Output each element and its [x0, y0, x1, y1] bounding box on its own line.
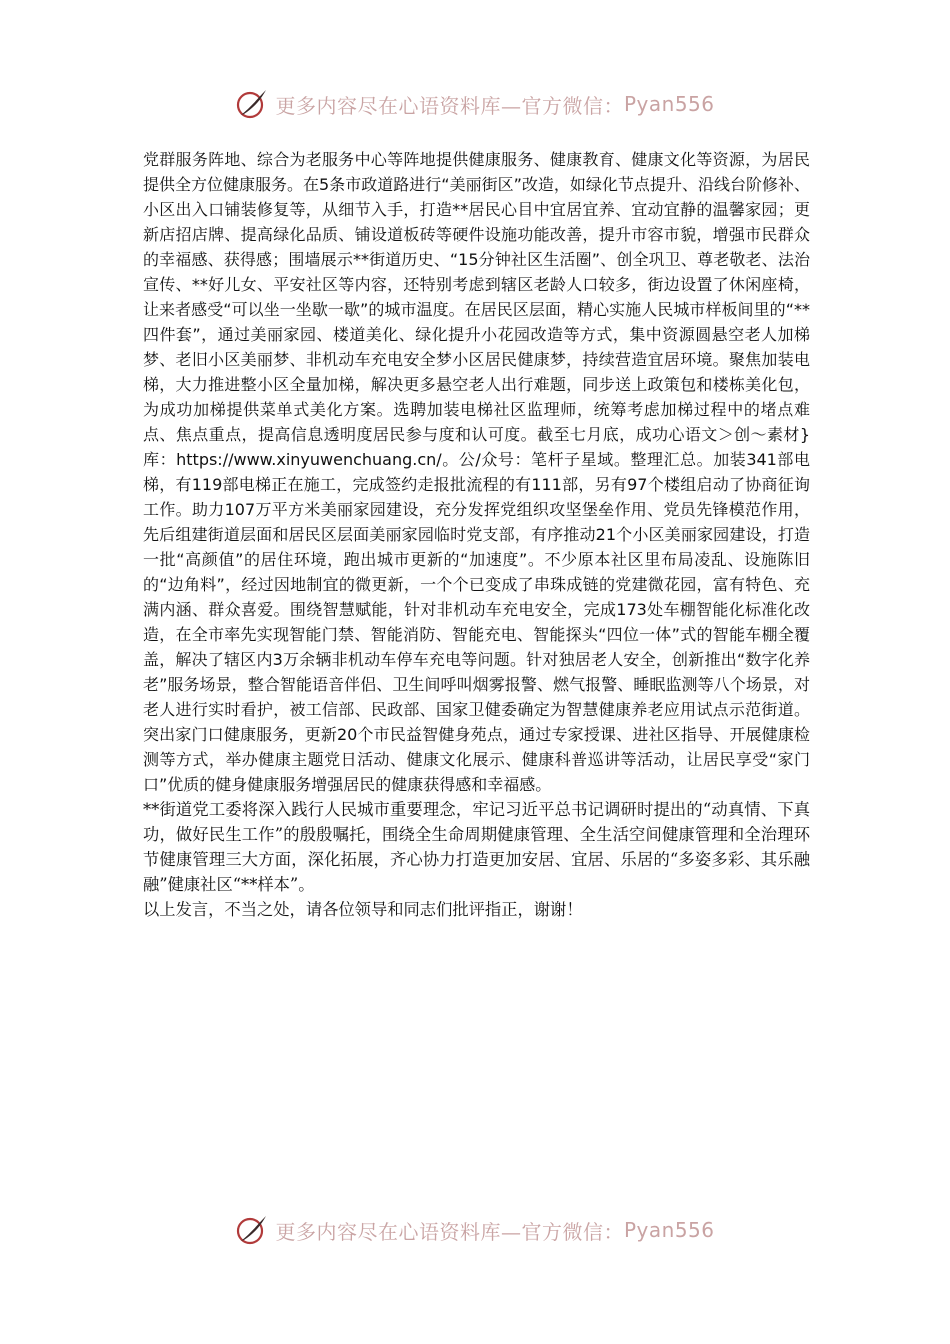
quill-pen-logo-icon [235, 1213, 269, 1247]
header-watermark-banner [0, 84, 950, 124]
body-paragraph-1: 党群服务阵地、综合为老服务中心等阵地提供健康服务、健康教育、健康文化等资源，为居民提供全方位健康服务。在5条市政道路进行“美丽街区”改造，如绿化节点提升、沿线台阶修补、小区出入口铺装修复等，从细节入手，打造**居民心目中宜居宜养、宜动宜静的温馨家园；更新店招店牌、提高绿化品质、铺设道板砖等硬件设施功能改善，提升市容市貌，增强市民群众的幸福感、获得感；围墙展示**街道历史、“15分钟社区生活圈”、创全巩卫、尊老敬老、法治宣传、**好儿女、平安社区等内容，还特别考虑到辖区老龄人口较多，街边设置了休闲座椅，让来者感受“可以坐一坐歇一歇”的城市温度。在居民区层面，精心实施人民城市样板间里的“**四件套”，通过美丽家园、楼道美化、绿化提升小花园改造等方式，集中资源圆悬空老人加梯梦、老旧小区美丽梦、非机动车充电安全梦小区居民健康梦，持续营造宜居环境。聚焦加装电梯，大力推进整小区全量加梯，解决更多悬空老人出行难题，同步送上政策包和楼栋美化包，为成功加梯提供菜单式美化方案。选聘加装电梯社区监理师，统筹考虑加梯过程中的堵点难点、焦点重点，提高信息透明度居民参与度和认可度。截至七月底，成功心语文＞创～素材}库：https://www.xinyuwenchuang.cn/。公/众号：笔杆子星域。整理汇总。加装341部电梯，有119部电梯正在施工，完成签约走报批流程的有111部，另有97个楼组启动了协商征询工作。助力107万平方米美丽家园建设，充分发挥党组织攻坚堡垒作用、党员先锋模范作用，先后组建街道层面和居民区层面美丽家园临时党支部，有序推动21个小区美丽家园建设，打造一批“高颜值”的居住环境，跑出城市更新的“加速度”。不少原本社区里布局凌乱、设施陈旧的“边角料”，经过因地制宜的微更新，一个个已变成了串珠成链的党建微花园，富有特色、充满内涵、群众喜爱。围绕智慧赋能，针对非机动车充电安全，完成173处车棚智能化标准化改造，在全市率先实现智能门禁、智能消防、智能充电、智能探头“四位一体”式的智能车棚全覆盖，解决了辖区内3万余辆非机动车停车充电等问题。针对独居老人安全，创新推出“数字化养老”服务场景，整合智能语音伴侣、卫生间呼叫烟雾报警、燃气报警、睡眠监测等八个场景，对老人进行实时看护，被工信部、民政部、国家卫健委确定为智慧健康养老应用试点示范街道。突出家门口健康服务，更新20个市民益智健身苑点，通过专家授课、进社区指导、开展健康检测等方式，举办健康主题党日活动、健康文化展示、健康科普巡讲等活动，让居民享受“家门口”优质的健身健康服务增强居民的健康获得感和幸福感。 [143, 150, 810, 794]
footer-watermark-banner [0, 1210, 950, 1250]
document-body [143, 147, 810, 922]
footer-wechat-id: Pyan556 [623, 1218, 715, 1242]
body-paragraph-2: **街道党工委将深入践行人民城市重要理念，牢记习近平总书记调研时提出的“动真情、下真功，做好民生工作”的殷殷嘱托，围绕全生命周期健康管理、全生活空间健康管理和全治理环节健康管理三大方面，深化拓展，齐心协力打造更加安居、宜居、乐居的“多姿多彩、其乐融融”健康社区“**样本”。 [143, 800, 810, 894]
body-paragraph-closing: 以上发言，不当之处，请各位领导和同志们批评指正，谢谢！ [143, 900, 583, 919]
header-banner-text: 更多内容尽在心语资料库—官方微信： [275, 93, 624, 118]
quill-pen-logo-icon [235, 87, 269, 121]
header-wechat-id: Pyan556 [623, 92, 715, 116]
footer-banner-text: 更多内容尽在心语资料库—官方微信： [275, 1219, 624, 1244]
